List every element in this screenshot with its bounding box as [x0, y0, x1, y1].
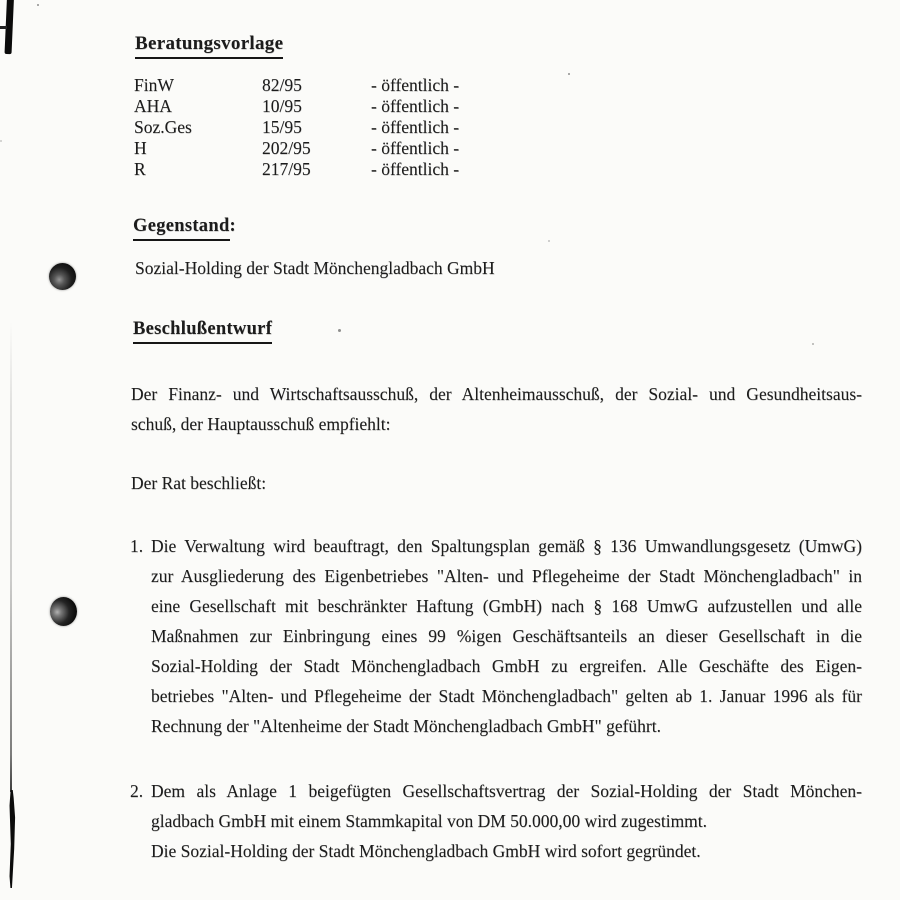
text-line: zur Ausgliederung des Eigenbetriebes "Alten- und Pflegeheime der Stadt Mönchengladbach" in: [151, 566, 862, 586]
committee-abbreviation: Soz.Ges: [134, 117, 192, 137]
scan-speck: [0, 140, 2, 142]
resolution-draft-heading: Beschlußentwurf: [133, 319, 272, 344]
text-line: Sozial-Holding der Stadt Mönchengladbach GmbH zu ergreifen. Alle Geschäfte des Eigen-: [151, 656, 862, 676]
subject-value: Sozial-Holding der Stadt Mönchengladbach GmbH: [135, 258, 495, 278]
visibility-label: - öffentlich -: [371, 117, 460, 137]
scan-artifact-top-left-tick: [0, 26, 7, 29]
document-number: 217/95: [262, 159, 311, 179]
text-line: schuß, der Hauptausschuß empfiehlt:: [131, 414, 391, 434]
scan-artifact-bottom-left-streak: [7, 790, 16, 888]
committee-abbreviation: R: [134, 159, 146, 179]
resolution-item-2: [130, 776, 862, 866]
document-number: 202/95: [262, 138, 311, 158]
scan-speck: [548, 240, 550, 242]
document-number: 15/95: [262, 117, 302, 137]
scan-speck: [338, 329, 341, 332]
committee-abbreviation: AHA: [134, 96, 172, 116]
table-row: [134, 138, 459, 159]
text-line: Der Rat beschließt:: [131, 473, 267, 493]
committee-abbreviation: FinW: [134, 75, 174, 95]
committee-recommendation-paragraph: [131, 379, 862, 439]
scan-artifact-left-edge-line: [10, 322, 12, 792]
document-title: Beratungsvorlage: [135, 33, 283, 59]
hole-punch-mark-bottom: [50, 597, 77, 626]
table-row: [134, 117, 459, 138]
text-line: Dem als Anlage 1 beigefügten Gesellschaftsvertrag der Sozial-Holding der Stadt Mönchen-: [151, 781, 862, 801]
scan-speck: [568, 73, 570, 75]
text-line: eine Gesellschaft mit beschränkter Haftung (GmbH) nach § 168 UmwG aufzustellen und alle: [151, 596, 862, 616]
table-row: [134, 75, 459, 96]
visibility-label: - öffentlich -: [371, 138, 460, 158]
list-number: 1.: [130, 536, 144, 556]
resolution-item-1: [130, 531, 862, 741]
text-line: Der Finanz- und Wirtschaftsausschuß, der Altenheimausschuß, der Sozial- und Gesundheitsaus-: [131, 384, 862, 404]
text-line: gladbach GmbH mit einem Stammkapital von DM 50.000,00 wird zugestimmt.: [151, 811, 708, 831]
text-line: Die Verwaltung wird beauftragt, den Spaltungsplan gemäß § 136 Umwandlungsgesetz (UmwG): [151, 536, 862, 556]
visibility-label: - öffentlich -: [371, 96, 460, 116]
hole-punch-mark-top: [49, 263, 76, 290]
subject-heading: Gegenstand: [133, 216, 230, 241]
reference-table: [134, 75, 459, 180]
text-line: betriebes "Alten- und Pflegeheime der Stadt Mönchengladbach" gelten ab 1. Januar 1996 als für: [151, 686, 862, 706]
text-line: Rechnung der "Altenheime der Stadt Mönchengladbach GmbH" geführt.: [151, 716, 661, 736]
table-row: [134, 96, 459, 117]
text-line: Die Sozial-Holding der Stadt Mönchengladbach GmbH wird sofort gegründet.: [151, 841, 701, 861]
visibility-label: - öffentlich -: [371, 75, 460, 95]
subject-heading-colon: :: [229, 216, 237, 236]
scan-speck: [37, 4, 39, 6]
scan-speck: [812, 343, 814, 345]
committee-abbreviation: H: [134, 138, 147, 158]
document-number: 82/95: [262, 75, 302, 95]
subject-section: [133, 216, 236, 241]
council-resolution-lead-in: [131, 468, 266, 498]
document-number: 10/95: [262, 96, 302, 116]
visibility-label: - öffentlich -: [371, 159, 460, 179]
text-line: Maßnahmen zur Einbringung eines 99 %igen Geschäftsanteils an dieser Gesellschaft in die: [151, 626, 862, 646]
list-number: 2.: [130, 781, 144, 801]
table-row: [134, 159, 459, 180]
